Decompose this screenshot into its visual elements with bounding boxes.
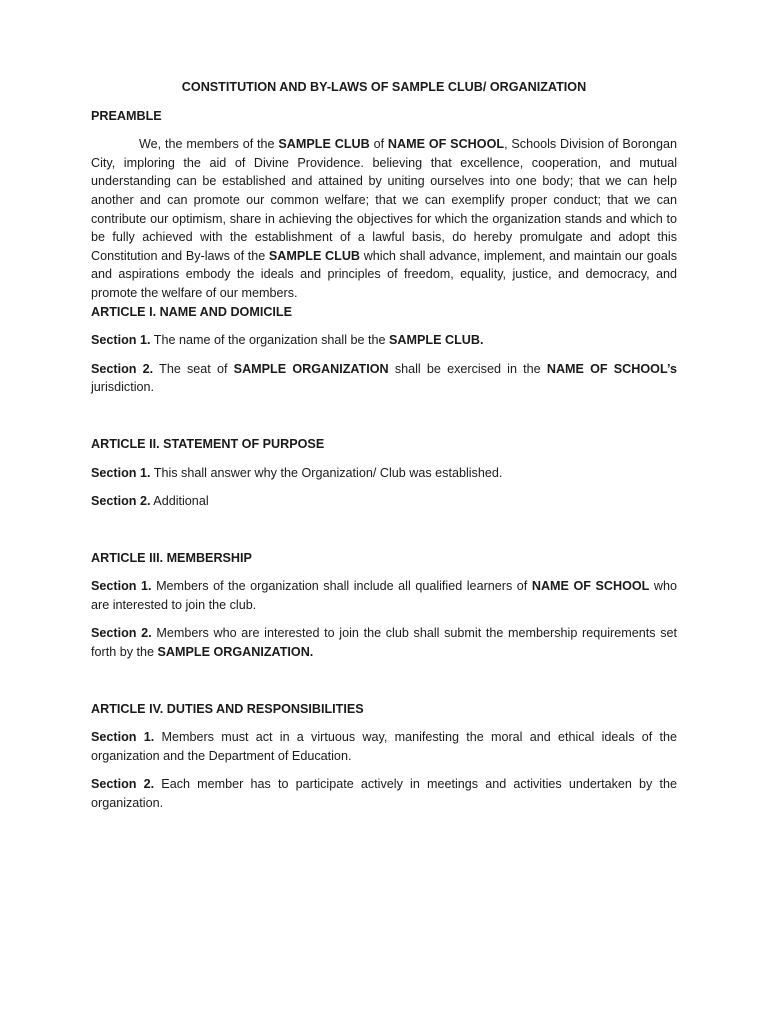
document-title: CONSTITUTION AND BY-LAWS OF SAMPLE CLUB/ ORGANIZATION xyxy=(181,80,587,94)
article-1-section-2 xyxy=(91,360,677,397)
section-label: Section 1. xyxy=(91,579,152,594)
section-text: The seat of xyxy=(153,361,234,376)
article-1-heading: ARTICLE I. NAME AND DOMICILE xyxy=(91,304,293,319)
preamble-bold-club-2: SAMPLE CLUB xyxy=(268,248,361,263)
section-label: Section 2. xyxy=(91,494,151,509)
article-4-section-1 xyxy=(91,728,677,765)
preamble-bold-club: SAMPLE CLUB xyxy=(278,137,370,152)
section-bold: NAME OF SCHOOL’s xyxy=(546,361,677,376)
article-1 xyxy=(91,303,677,397)
section-text: jurisdiction. xyxy=(91,380,154,395)
section-text: shall be exercised in the xyxy=(388,361,547,376)
preamble-heading: PREAMBLE xyxy=(91,108,162,123)
preamble-text-part: of xyxy=(369,137,388,152)
preamble-text-part: We, the members of the xyxy=(139,137,279,152)
section-text: Members who are interested to join the club shall submit the membership requirements set forth by the xyxy=(91,626,677,660)
preamble-text-part: , Schools Division of Borongan City, imploring the aid of Divine Providence. believing that excellence, cooperation, and mutual understanding can be established and attained by uniting ourselves into one body; that we can help another and can promote our common welfare; that we can exemplify proper conduct; that we can contribute our optimism, share in achieving the objectives for which the organization stands and which to be fully achieved with the establishment of a lawful basis, do hereby promulgate and adopt this Constitution and By-laws of the xyxy=(91,137,677,263)
article-4 xyxy=(91,700,677,813)
section-label: Section 1. xyxy=(91,333,151,348)
section-label: Section 2. xyxy=(91,777,155,792)
article-2-heading: ARTICLE II. STATEMENT OF PURPOSE xyxy=(91,436,325,451)
section-bold: NAME OF SCHOOL xyxy=(531,579,650,594)
article-3-section-2 xyxy=(91,624,677,661)
section-bold: SAMPLE ORGANIZATION xyxy=(233,361,389,376)
section-text: Members must act in a virtuous way, manifesting the moral and ethical ideals of the organization and the Department of Education. xyxy=(91,730,677,763)
article-2-section-2 xyxy=(91,492,677,511)
article-3-section-1 xyxy=(91,577,677,614)
section-text: Additional xyxy=(150,494,209,509)
section-text: Each member has to participate actively in meetings and activities undertaken by the organization. xyxy=(91,777,677,811)
article-3 xyxy=(91,549,677,662)
section-label: Section 2. xyxy=(91,361,154,376)
section-bold: SAMPLE CLUB. xyxy=(389,333,484,348)
section-text: who are interested to join the club. xyxy=(91,579,677,612)
article-1-section-1 xyxy=(91,331,677,350)
section-label: Section 1. xyxy=(91,730,155,745)
article-4-heading: ARTICLE IV. DUTIES AND RESPONSIBILITIES xyxy=(91,701,364,716)
section-text: This shall answer why the Organization/ Club was established. xyxy=(150,465,503,480)
section-bold: SAMPLE ORGANIZATION. xyxy=(157,645,314,660)
section-text: Members of the organization shall include all qualified learners of xyxy=(151,579,532,594)
section-label: Section 1. xyxy=(91,465,151,480)
preamble-text xyxy=(91,135,677,302)
preamble-bold-school: NAME OF SCHOOL xyxy=(387,137,505,152)
article-3-heading: ARTICLE III. MEMBERSHIP xyxy=(91,550,252,565)
article-4-section-2 xyxy=(91,775,677,812)
preamble-text-part: which shall advance, implement, and maintain our goals and aspirations embody the ideals and principles of freedom, equality, justice, and democracy, and promote the welfare of our members. xyxy=(91,248,678,300)
section-label: Section 2. xyxy=(91,626,152,641)
article-2-section-1 xyxy=(91,464,677,483)
article-2 xyxy=(91,435,677,511)
section-text: The name of the organization shall be the xyxy=(150,333,390,348)
